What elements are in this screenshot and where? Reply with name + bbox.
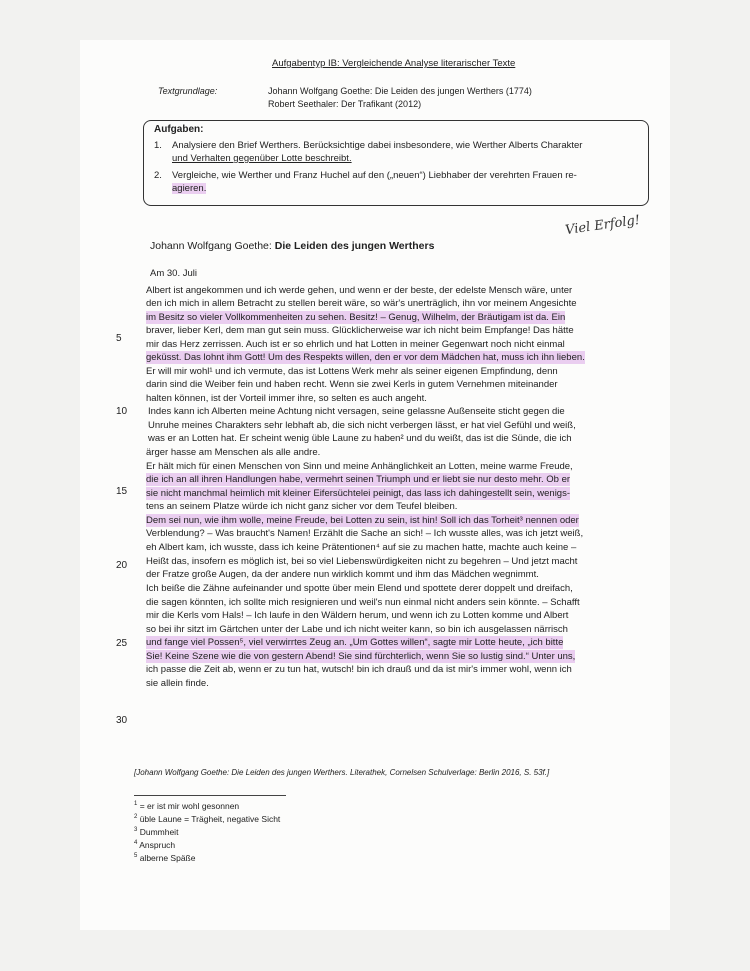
footnote-text: = er ist mir wohl gesonnen bbox=[137, 801, 240, 811]
text-line: ärger hasse am Menschen als alle andre. bbox=[146, 447, 321, 458]
footnote bbox=[134, 814, 280, 824]
line-number: 15 bbox=[116, 486, 128, 497]
text-line: so bei ihr sitzt im Gärtchen unter der Labe und ich nicht weiter kann, so bin ich ausgelassen närrisch bbox=[146, 624, 568, 635]
footnote-number: 3 bbox=[134, 827, 138, 834]
footnote-text: üble Laune = Trägheit, negative Sicht bbox=[137, 814, 281, 824]
text-line: Er hält mich für einen Menschen von Sinn und meine Anhänglichkeit an Lotten, meine warme Freude, bbox=[146, 461, 573, 472]
handwritten-note: Viel Erfolg! bbox=[563, 212, 641, 239]
footnote-text: alberne Späße bbox=[137, 853, 196, 863]
textgrundlage-label: Textgrundlage: bbox=[158, 86, 218, 96]
text-line: mir die Kerls vom Hals! – Ich laufe in den Wäldern herum, und wenn ich zu Lotten komme und Albert bbox=[146, 610, 569, 621]
text-line: den ich mich in allem Betracht zu stellen bereit wäre, so wär's unerträglich, ihn vor meinem Angesichte bbox=[146, 298, 577, 309]
text-line: Dem sei nun, wie ihm wolle, meine Freude, bei Lotten zu sein, ist hin! Soll ich das Torheit³ nennen oder bbox=[146, 515, 579, 526]
text-line: Verblendung? – Was braucht's Namen! Erzählt die Sache an sich! – Ich wusste alles, was ich jetzt weiß, bbox=[146, 528, 584, 539]
text-line: und fange viel Possen⁵, viel verwirrtes Zeug an. „Um Gottes willen“, sagte mir Lotte heute, „ich bitte bbox=[146, 637, 564, 648]
work-heading bbox=[150, 240, 434, 252]
line-number: 25 bbox=[116, 638, 128, 649]
text-line: Ich beiße die Zähne aufeinander und spotte über mein Elend und spottete derer doppelt und dreifach, bbox=[146, 583, 573, 594]
work-author: Johann Wolfgang Goethe: bbox=[150, 240, 275, 252]
source-citation: [Johann Wolfgang Goethe: Die Leiden des jungen Werthers. Literathek, Cornelsen Schulverlage: Berlin 2016, S. 53f.] bbox=[134, 768, 550, 777]
text-line: Sie! Keine Szene wie die von gestern Abend! Sie sind fürchterlich, wenn Sie so lustig sind.“ Unter uns, bbox=[146, 651, 576, 662]
task-1 bbox=[154, 139, 644, 165]
footnote bbox=[134, 801, 239, 811]
footnote-number: 2 bbox=[134, 814, 138, 821]
text-line: Heißt das, insofern es möglich ist, bei so viel Liebenswürdigkeiten nicht zu begehren – Und jetzt macht bbox=[146, 556, 578, 567]
text-line: Unruhe meines Charakters sehr lebhaft ab, die sich nicht verbergen lässt, er hat viel Gefühl und weiß, bbox=[148, 420, 576, 431]
task-text: Vergleiche, wie Werther und Franz Huchel auf den („neuen“) Liebhaber der verehrten Frauen re- bbox=[172, 170, 577, 181]
line-number: 5 bbox=[116, 333, 122, 344]
footnote-number: 4 bbox=[134, 840, 138, 847]
text-line: darin sind die Weiber fein und haben recht. Wenn sie zwei Kerls in gutem Vernehmen miteinander bbox=[146, 379, 558, 390]
text-line: der Fratze große Augen, da der andere nun wirklich kommt und ihm das Mädchen wegnimmt. bbox=[146, 569, 539, 580]
footnote-number: 5 bbox=[134, 853, 138, 860]
line-number: 30 bbox=[116, 715, 128, 726]
page-title: Aufgabentyp IB: Vergleichende Analyse literarischer Texte bbox=[272, 58, 516, 69]
text-line: Er will mir wohl¹ und ich vermute, das ist Lottens Werk mehr als seiner eigenen Empfindung, denn bbox=[146, 366, 558, 377]
text-line: die sagen könnten, ich sollte mich resignieren und weil's nun einmal nicht anders sein könnte. – Schafft bbox=[146, 597, 580, 608]
text-line: die ich an all ihren Handlungen habe, vermehrt seinen Triumph und er liebt sie nur desto mehr. Ob er bbox=[146, 474, 571, 485]
task-number: 2. bbox=[154, 170, 162, 181]
footnote-divider bbox=[134, 795, 286, 796]
footnote bbox=[134, 853, 195, 863]
footnote-text: Dummheit bbox=[137, 827, 179, 837]
text-line: Indes kann ich Alberten meine Achtung nicht versagen, seine gelassne Außenseite sticht gegen die bbox=[148, 406, 565, 417]
text-line: sie allein finde. bbox=[146, 678, 209, 689]
text-line: ich passe die Zeit ab, wenn er zu tun hat, wutsch! bin ich drauß und da ist mir's immer wohl, wenn ich bbox=[146, 664, 572, 675]
text-line: was er an Lotten hat. Er scheint wenig üble Laune zu haben² und du weißt, das ist die Sünde, die ich bbox=[148, 433, 572, 444]
line-number: 20 bbox=[116, 560, 128, 571]
task-text: und Verhalten gegenüber Lotte beschreibt. bbox=[172, 153, 352, 164]
textgrundlage-seethaler: Robert Seethaler: Der Trafikant (2012) bbox=[268, 99, 422, 109]
footnote bbox=[134, 840, 175, 850]
footnote bbox=[134, 827, 178, 837]
letter-date: Am 30. Juli bbox=[150, 268, 197, 279]
text-line: geküsst. Das lohnt ihm Gott! Um des Respekts willen, den er vor dem Mädchen hat, muss ich ihn lieben. bbox=[146, 352, 585, 363]
text-line: mir das Herz zerrissen. Auch ist er so ehrlich und hat Lotten in meiner Gegenwart noch nicht einmal bbox=[146, 339, 565, 350]
text-line: halten können, ist der Vorteil immer ihre, so selten es auch angeht. bbox=[146, 393, 427, 404]
task-text: agieren. bbox=[172, 183, 207, 194]
footnote-text: Anspruch bbox=[137, 840, 176, 850]
line-number: 10 bbox=[116, 406, 128, 417]
tasks-title: Aufgaben: bbox=[154, 124, 204, 135]
text-line: eh Albert kam, ich wusste, dass ich keine Prätentionen⁴ auf sie zu machen hatte, machte auch keine – bbox=[146, 542, 577, 553]
task-number: 1. bbox=[154, 140, 162, 151]
text-line: Albert ist angekommen und ich werde gehen, und wenn er der beste, der edelste Mensch wäre, unter bbox=[146, 285, 573, 296]
text-line: tens an seinem Platze würde ich nicht ganz sicher vor dem Teufel bleiben. bbox=[146, 501, 458, 512]
footnote-number: 1 bbox=[134, 801, 138, 808]
text-line: braver, lieber Kerl, dem man gut sein muss. Glücklicherweise war ich nicht beim Empfange! Das hätte bbox=[146, 325, 574, 336]
textgrundlage-goethe: Johann Wolfgang Goethe: Die Leiden des jungen Werthers (1774) bbox=[268, 86, 532, 96]
task-text: Analysiere den Brief Werthers. Berücksichtige dabei insbesondere, wie Werther Alberts Charakter bbox=[172, 140, 583, 151]
text-line: sie nicht manchmal heimlich mit kleiner Eifersüchtelei peinigt, das lass ich dahingestellt sein, wenigs- bbox=[146, 488, 571, 499]
text-line: im Besitz so vieler Vollkommenheiten zu sehen. Besitz! – Genug, Wilhelm, der Bräutigam ist da. Ein bbox=[146, 312, 566, 323]
work-title: Die Leiden des jungen Werthers bbox=[274, 240, 435, 252]
task-2 bbox=[154, 169, 644, 195]
